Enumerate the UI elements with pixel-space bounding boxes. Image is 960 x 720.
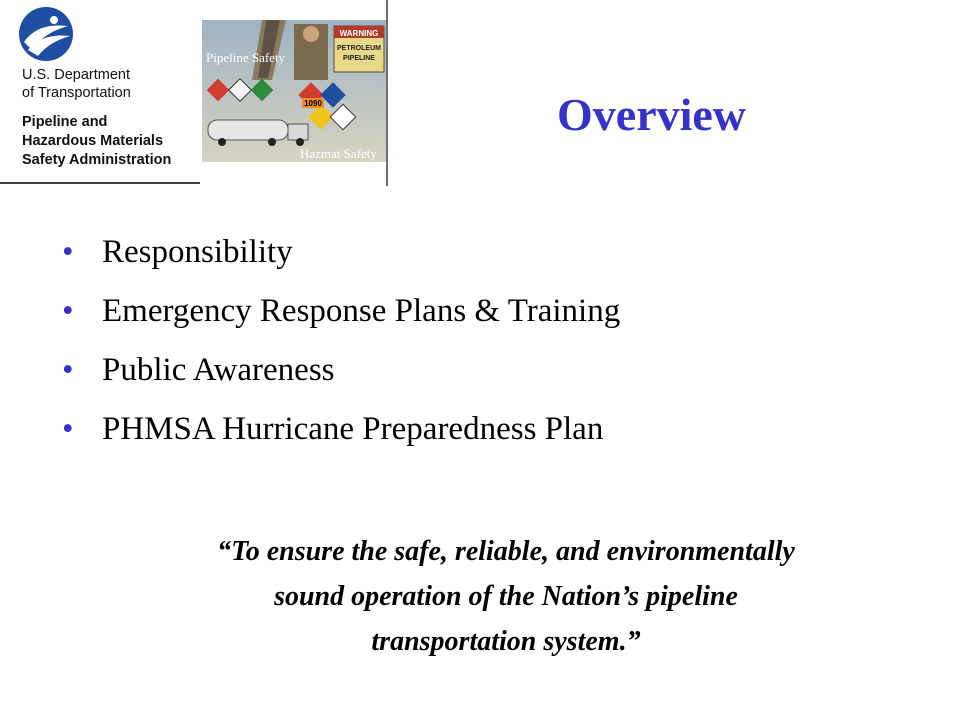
divider [386, 0, 388, 186]
list-item [62, 342, 922, 401]
pipeline-safety-label: Pipeline Safety [206, 50, 286, 65]
banner-illustration [202, 20, 386, 162]
list-item-text: Responsibility [102, 234, 293, 270]
quote-line: sound operation of the Nation’s pipeline [274, 581, 738, 612]
safety-banner-image [202, 20, 386, 162]
list-item-text: PHMSA Hurricane Preparedness Plan [102, 411, 604, 447]
divider [0, 182, 200, 184]
quote-line: “To ensure the safe, reliable, and environmentally [217, 536, 795, 567]
bullet-list [62, 224, 922, 460]
agency-name-line: U.S. Department [22, 67, 130, 83]
sign-bottom-text: PIPELINE [343, 55, 375, 62]
hazmat-safety-label: Hazmat Safety [300, 146, 377, 161]
agency-logo [0, 0, 200, 185]
slide-title: Overview [557, 89, 747, 140]
bullet-icon: • [62, 234, 74, 270]
quote-line: transportation system.” [371, 626, 641, 657]
mission-quote [96, 529, 916, 664]
list-item-text: Public Awareness [102, 352, 335, 388]
list-item-text: Emergency Response Plans & Training [102, 293, 621, 329]
agency-name-line: Pipeline and [22, 114, 108, 130]
agency-name-line: Safety Administration [22, 152, 172, 168]
agency-name-line: of Transportation [22, 85, 131, 101]
agency-name-line: Hazardous Materials [22, 133, 164, 149]
list-item [62, 224, 922, 283]
dot-emblem-icon [18, 6, 74, 62]
bullet-icon: • [62, 352, 74, 388]
sign-mid-text: PETROLEUM [337, 45, 381, 52]
banner-footer [202, 162, 386, 186]
sign-top-text: WARNING [339, 29, 379, 38]
placard-number: 1090 [304, 99, 322, 108]
bullet-icon: • [62, 411, 74, 447]
list-item [62, 401, 922, 460]
bullet-icon: • [62, 293, 74, 329]
list-item [62, 283, 922, 342]
